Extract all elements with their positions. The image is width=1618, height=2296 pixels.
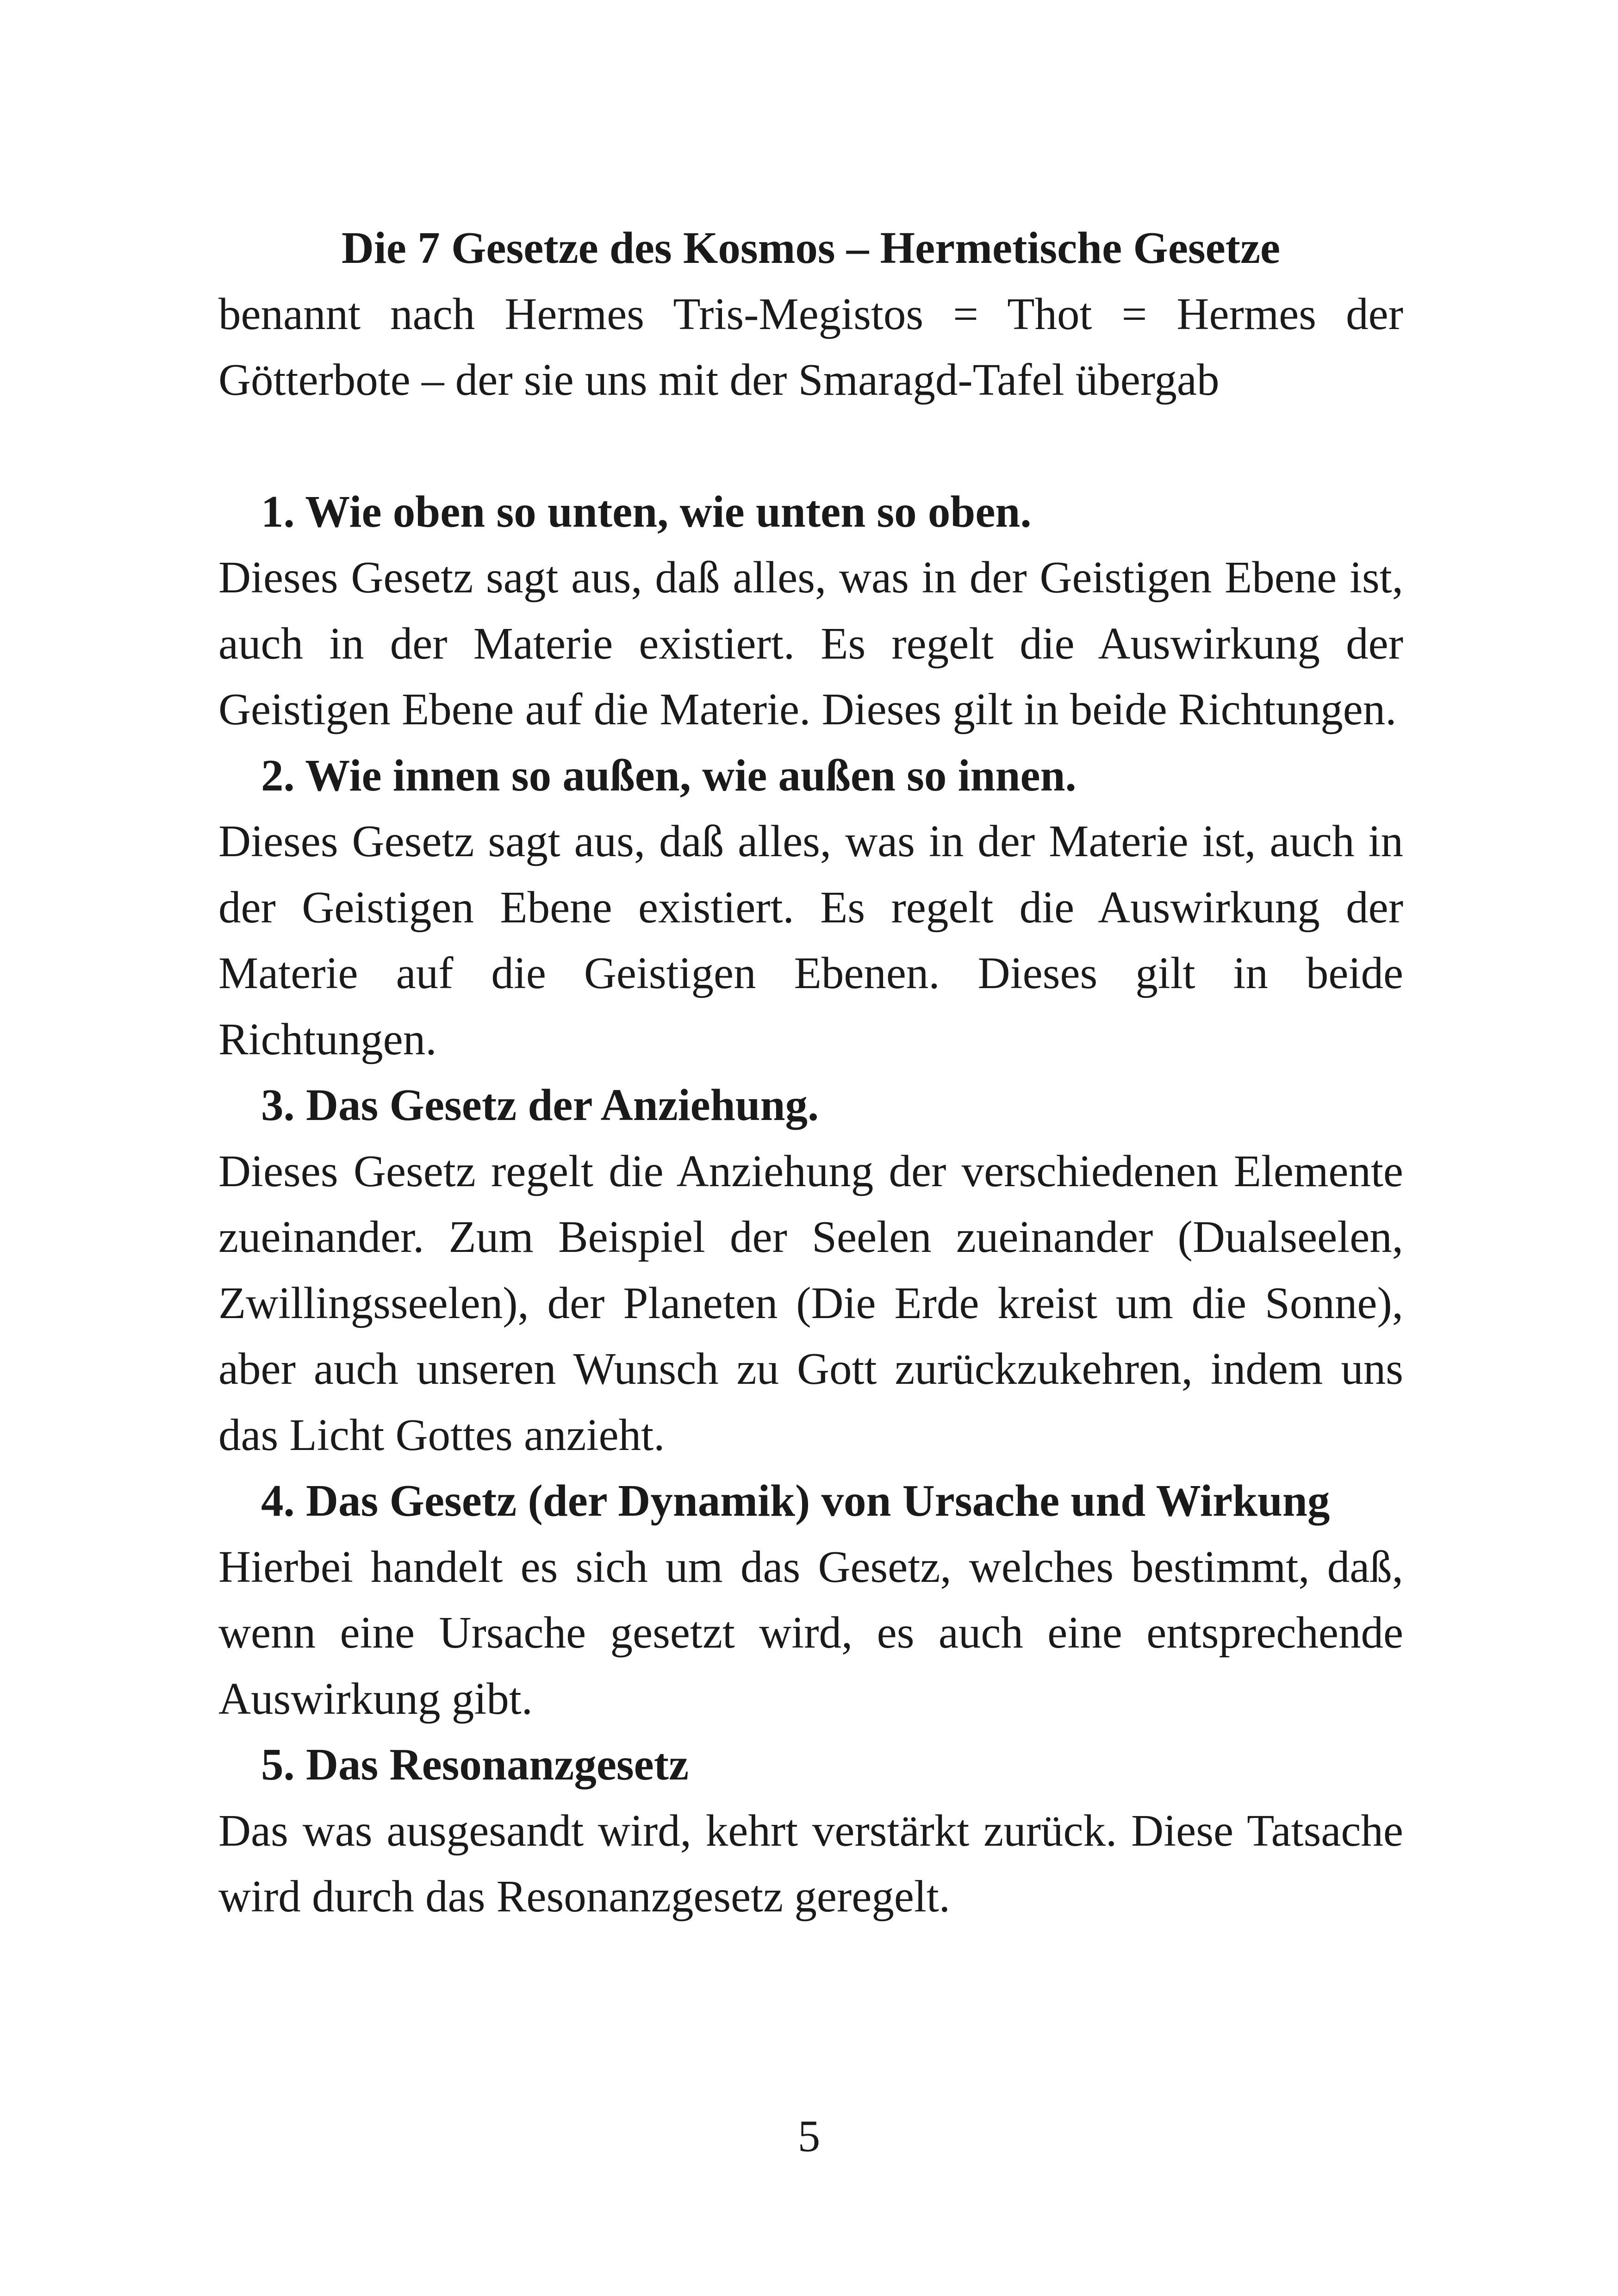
law-5-text: Das was ausgesandt wird, kehrt verstärkt zurück. Diese Tatsache wird durch das Resonanzgesetz geregelt. xyxy=(218,1805,1403,1921)
law-2-text: Dieses Gesetz sagt aus, daß alles, was in der Materie ist, auch in der Geistigen Ebene existiert. Es regelt die Auswirkung der Materie auf die Geistigen Ebenen. Dieses gilt in beide Richtungen. xyxy=(218,816,1403,1064)
law-1-heading: 1. Wie oben so unten, wie unten so oben. xyxy=(261,486,1032,536)
law-5-heading: 5. Das Resonanzgesetz xyxy=(261,1740,689,1789)
law-1-text: Dieses Gesetz sagt aus, daß alles, was in der Geistigen Ebene ist, auch in der Materie existiert. Es regelt die Auswirkung der Geistigen Ebene auf die Materie. Dieses gilt in beide Richtungen. xyxy=(218,553,1403,734)
page-content xyxy=(218,215,1403,1930)
law-2-heading: 2. Wie innen so außen, wie außen so innen. xyxy=(261,750,1077,800)
page-number: 5 xyxy=(797,2111,821,2161)
law-3-text: Dieses Gesetz regelt die Anziehung der verschiedenen Elemente zueinander. Zum Beispiel der Seelen zueinander (Dualseelen, Zwillingsseelen), der Planeten (Die Erde kreist um die Sonne), aber auch unseren Wunsch zu Gott zurückzukehren, indem uns das Licht Gottes anzieht. xyxy=(218,1146,1403,1460)
intro-paragraph: benannt nach Hermes Tris-Megistos = Thot = Hermes der Götterbote – der sie uns mit der Smaragd-Tafel übergab xyxy=(218,289,1403,404)
law-4-text: Hierbei handelt es sich um das Gesetz, welches bestimmt, daß, wenn eine Ursache gesetzt wird, es auch eine entsprechende Auswirkung gibt. xyxy=(218,1542,1403,1724)
law-4-heading: 4. Das Gesetz (der Dynamik) von Ursache und Wirkung xyxy=(261,1476,1330,1525)
law-3-heading: 3. Das Gesetz der Anziehung. xyxy=(261,1080,819,1130)
page-title: Die 7 Gesetze des Kosmos – Hermetische Gesetze xyxy=(341,223,1281,273)
